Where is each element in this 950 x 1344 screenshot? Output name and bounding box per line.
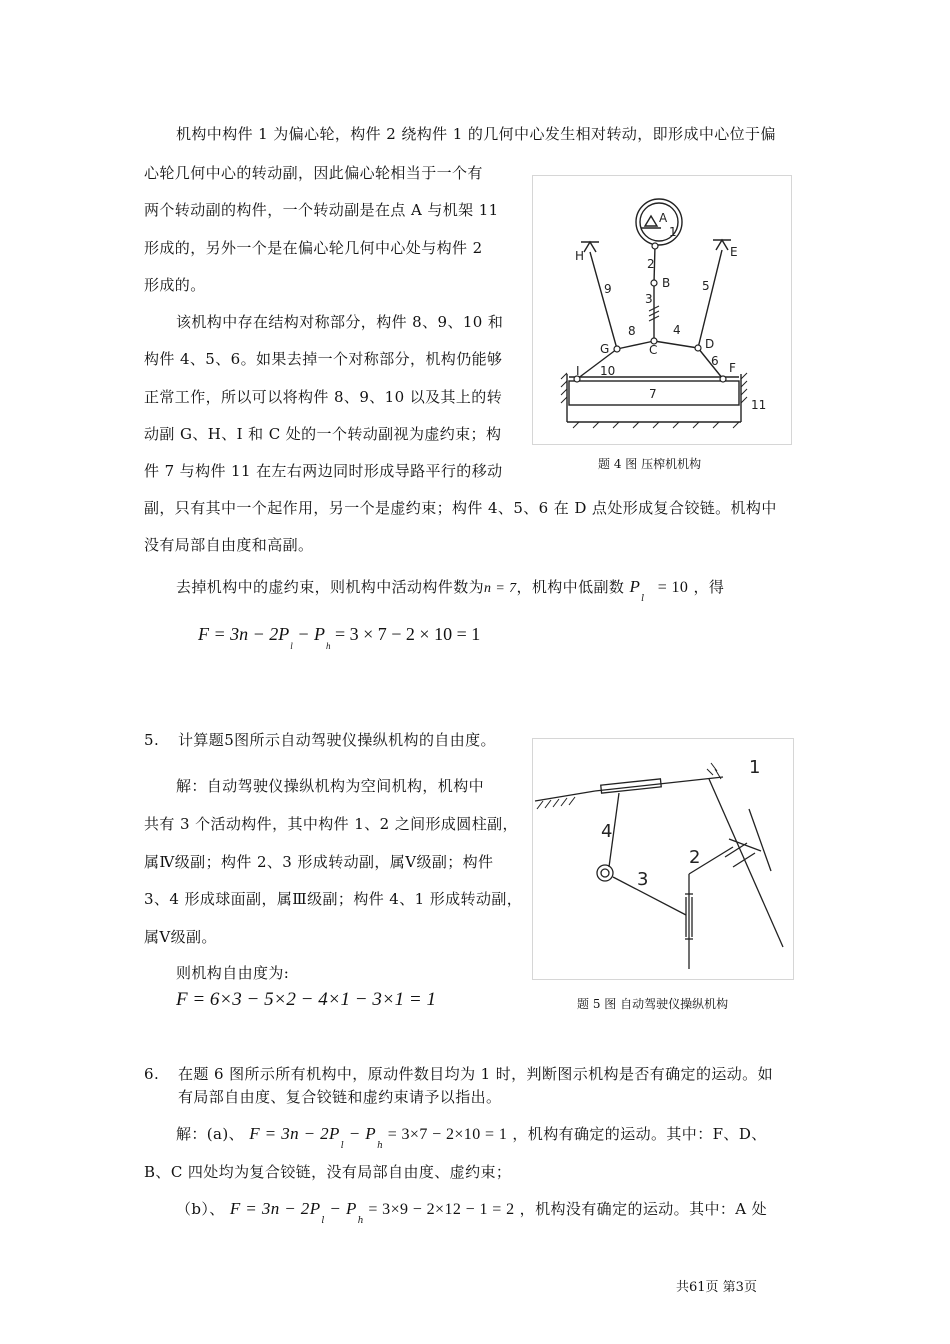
eq-part: − P (324, 1199, 357, 1218)
eq-part: F = 3n − 2P (198, 624, 290, 644)
p-symbol: P (629, 577, 641, 596)
sec5-line-2: 共有 3 个活动构件，其中构件 1、2 之间形成圆柱副， (144, 815, 518, 833)
sec4-line-3: 两个转动副的构件，一个转动副是在点 A 与机架 11 (144, 201, 499, 219)
label-C: C (649, 343, 658, 357)
label-F: F (729, 361, 736, 375)
label-2: 2 (647, 257, 655, 271)
subscript-h: h (325, 641, 331, 651)
sec4-line-11: 副，只有其中一个起作用，另一个是虚约束；构件 4、5、6 在 D 点处形成复合铰链。机构中 (144, 499, 777, 517)
label-A: A (659, 211, 668, 225)
n-value: n = 7 (484, 581, 517, 596)
label-G: G (600, 342, 610, 356)
eq-part: = 3 × 7 − 2 × 10 = 1 (330, 624, 481, 644)
label-E: E (730, 245, 738, 259)
sec4-line-5: 形成的。 (144, 276, 206, 294)
sec4-line-1: 机构中构件 1 为偏心轮，构件 2 绕构件 1 的几何中心发生相对转动，即形成中心位于偏 (176, 125, 776, 143)
sec4-line-8: 正常工作，所以可以将构件 8、9、10 以及其上的转 (144, 388, 503, 406)
sec4-dof-equation (198, 624, 481, 651)
label-7: 7 (649, 387, 657, 401)
figure-5-drawing (533, 739, 793, 979)
sec4-line-9: 动副 G、H、I 和 C 处的一个转动副视为虚约束；构 (144, 425, 502, 443)
label-5: 5 (702, 279, 710, 293)
sec4-text: ，机构中低副数 (516, 578, 625, 596)
label-4: 4 (673, 323, 681, 337)
sec5-line-4: 3、4 形成球面副，属Ⅲ级副；构件 4、1 形成转动副， (144, 890, 523, 908)
sec4-line-7: 构件 4、5、6。如果去掉一个对称部分，机构仍能够 (144, 350, 503, 368)
sec5-line-5: 属Ⅴ级副。 (144, 928, 217, 946)
eq-part: − P (344, 1124, 377, 1143)
sec6-answer-b (176, 1199, 768, 1226)
label-3: 3 (637, 869, 649, 890)
subscript-h: h (377, 1141, 384, 1151)
sec6-number: 6. (144, 1065, 160, 1083)
label-8: 8 (628, 324, 636, 338)
figure-4-caption: 题 4 图 压榨机机构 (598, 457, 702, 471)
sec5-line-1: 解：自动驾驶仪操纵机构为空间机构，机构中 (176, 777, 485, 795)
label-6: 6 (711, 354, 719, 368)
sec4-text: 去掉机构中的虚约束，则机构中活动构件数为 (176, 578, 485, 596)
subscript-l: l (641, 594, 645, 604)
answer-b-prefix: （b）、 (176, 1200, 225, 1218)
label-4: 4 (601, 821, 613, 842)
sec6-answer-a-line-2: B、C 四处均为复合铰链，没有局部自由度、虚约束； (144, 1163, 512, 1181)
label-B: B (662, 276, 671, 290)
sec4-text: ，得 (693, 578, 725, 596)
eq-part: = 3×7 − 2×10 = 1 (383, 1126, 508, 1143)
figure-5-autopilot-mechanism (532, 738, 794, 980)
page-footer: 共61页 第3页 (676, 1280, 757, 1295)
figure-5-caption: 题 5 图 自动驾驶仪操纵机构 (577, 997, 729, 1011)
sec4-line-13 (176, 577, 725, 604)
sec4-line-2: 心轮几何中心的转动副，因此偏心轮相当于一个有 (144, 164, 483, 182)
answer-a-text: ，机构有确定的运动。其中：F、D、 (512, 1125, 767, 1143)
eq-part: F = 3n − 2P (229, 1199, 321, 1218)
sec5-line-3: 属Ⅳ级副；构件 2、3 形成转动副，属Ⅴ级副；构件 (144, 853, 494, 871)
sec5-line-6: 则机构自由度为: (176, 964, 290, 982)
label-1: 1 (669, 225, 677, 239)
label-I: I (576, 364, 580, 378)
sec5-dof-equation: F = 6×3 − 5×2 − 4×1 − 3×1 = 1 (176, 989, 436, 1010)
sec6-answer-a (176, 1124, 767, 1151)
figure-4-press-mechanism (532, 175, 792, 445)
answer-b-text: ，机构没有确定的运动。其中：A 处 (519, 1200, 768, 1218)
sec4-line-12: 没有局部自由度和高副。 (144, 536, 314, 554)
label-10: 10 (600, 364, 616, 378)
sec6-line-1: 在题 6 图所示所有机构中，原动件数目均为 1 时，判断图示机构是否有确定的运动。如 (178, 1065, 773, 1083)
sec6-line-2: 有局部自由度、复合铰链和虚约束请予以指出。 (178, 1088, 502, 1106)
label-D: D (705, 337, 715, 351)
answer-a-prefix: 解：(a)、 (176, 1125, 245, 1143)
sec4-line-6: 该机构中存在结构对称部分，构件 8、9、10 和 (176, 313, 504, 331)
label-3: 3 (645, 292, 653, 306)
label-11: 11 (751, 398, 767, 412)
figure-4-drawing (533, 176, 791, 444)
subscript-l: l (290, 641, 293, 651)
sec5-number: 5. (144, 731, 160, 749)
eq-part: − P (292, 624, 325, 644)
subscript-l: l (321, 1216, 325, 1226)
label-2: 2 (689, 847, 701, 868)
sec5-title: 计算题5图所示自动驾驶仪操纵机构的自由度。 (178, 731, 496, 749)
sec4-line-10: 件 7 与构件 11 在左右两边同时形成导路平行的移动 (144, 462, 503, 480)
label-9: 9 (604, 282, 612, 296)
pl-value: = 10 (657, 579, 689, 596)
subscript-l: l (340, 1141, 345, 1151)
subscript-h: h (357, 1216, 364, 1226)
label-H: H (575, 249, 585, 263)
label-1: 1 (749, 757, 761, 778)
eq-part: = 3×9 − 2×12 − 1 = 2 (363, 1201, 515, 1218)
sec4-line-4: 形成的，另外一个是在偏心轮几何中心处与构件 2 (144, 239, 483, 257)
eq-part: F = 3n − 2P (249, 1124, 340, 1143)
